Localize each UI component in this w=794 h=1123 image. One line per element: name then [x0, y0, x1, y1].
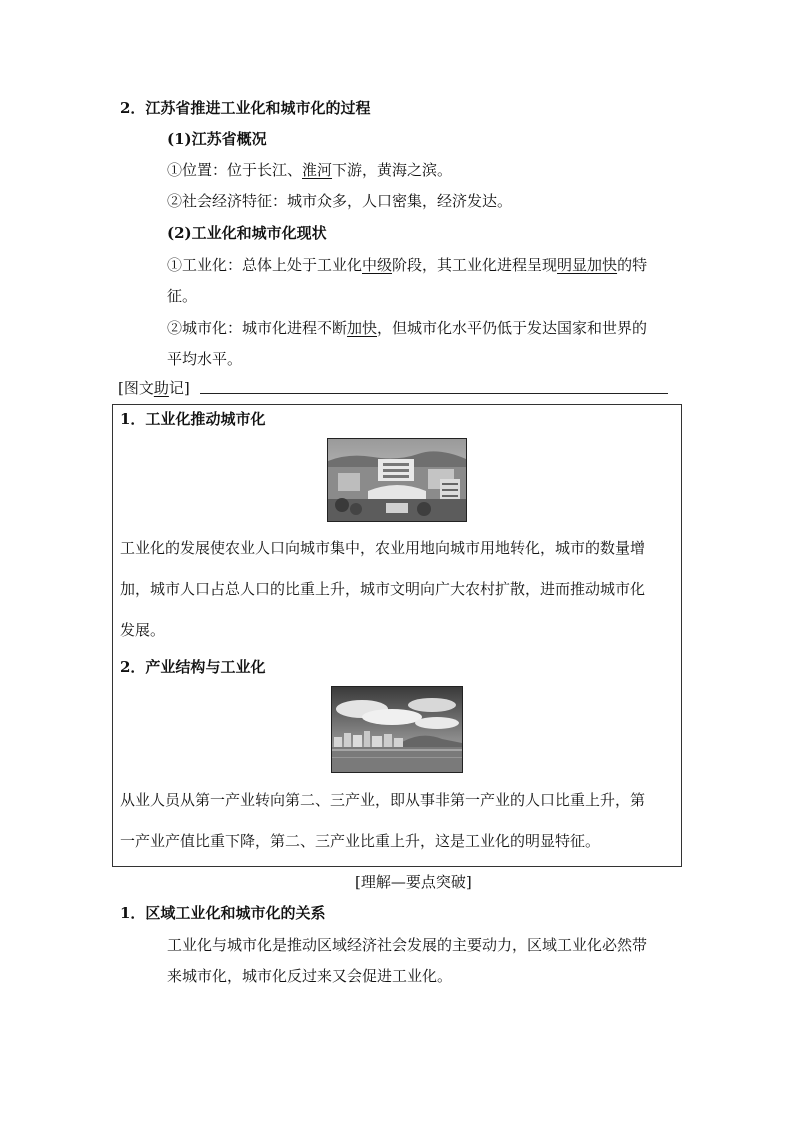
location-text: ①位置：位于长江、 [167, 161, 303, 179]
social-economy-line: ②社会经济特征：城市众多，人口密集，经济发达。 [167, 192, 513, 210]
industrialization-stage: 中级 [362, 256, 393, 274]
box-item1-line1: 工业化的发展使农业人口向城市集中，农业用地向城市用地转化，城市的数量增 [120, 539, 646, 557]
box-item2-title: 2．产业结构与工业化 [120, 658, 266, 676]
urbanization-line [167, 317, 647, 338]
skyline-photo-image [332, 687, 462, 772]
tuwen-rule [200, 393, 668, 394]
urbanization-text: ②城市化：城市化进程不断 [167, 319, 348, 337]
box-item2-line1: 从业人员从第一产业转向第二、三产业，即从事非第一产业的人口比重上升，第 [120, 791, 646, 809]
section-heading: 2．江苏省推进工业化和城市化的过程 [120, 99, 371, 117]
tuwen-label-underlined: 助 [153, 379, 169, 397]
tuwen-label [118, 377, 190, 398]
urbanization-line-2: 平均水平。 [167, 350, 243, 368]
industrialization-pace: 明显加快 [557, 256, 618, 274]
tuwen-label-close: ] [183, 379, 190, 397]
industrialization-line-2: 征。 [167, 287, 198, 305]
key-point-line1: 工业化与城市化是推动区域经济社会发展的主要动力，区域工业化必然带 [167, 936, 648, 954]
tuwen-label-mid: 记 [168, 379, 184, 397]
industrialization-text-end: 的特 [617, 256, 648, 274]
city-photo-image [328, 439, 466, 521]
understand-label: [理解—要点突破] [355, 873, 472, 891]
industrialization-text: ①工业化：总体上处于工业化 [167, 256, 363, 274]
subheading-status: (2)工业化和城市化现状 [167, 224, 327, 242]
location-underlined: 淮河 [302, 161, 333, 179]
box-item1-line2: 加，城市人口占总人口的比重上升，城市文明向广大农村扩散，进而推动城市化 [120, 580, 646, 598]
skyline-photo [331, 686, 463, 773]
industrialization-line [167, 254, 647, 275]
tuwen-label-open: [图文 [118, 379, 154, 397]
urbanization-text-end: ，但城市化水平仍低于发达国家和世界的 [377, 319, 648, 337]
urbanization-pace: 加快 [347, 319, 378, 337]
box-item2-line2: 一产业产值比重下降，第二、三产业比重上升，这是工业化的明显特征。 [120, 832, 601, 850]
key-point-heading: 1．区域工业化和城市化的关系 [120, 904, 326, 922]
location-text-end: 下游，黄海之滨。 [332, 161, 453, 179]
industrialization-text-mid: 阶段，其工业化进程呈现 [392, 256, 558, 274]
city-photo [327, 438, 467, 522]
subheading-overview: (1)江苏省概况 [167, 130, 267, 148]
box-item1-title: 1．工业化推动城市化 [120, 410, 266, 428]
box-item1-line3: 发展。 [120, 621, 166, 639]
location-line [167, 159, 452, 180]
key-point-line2: 来城市化，城市化反过来又会促进工业化。 [167, 967, 453, 985]
